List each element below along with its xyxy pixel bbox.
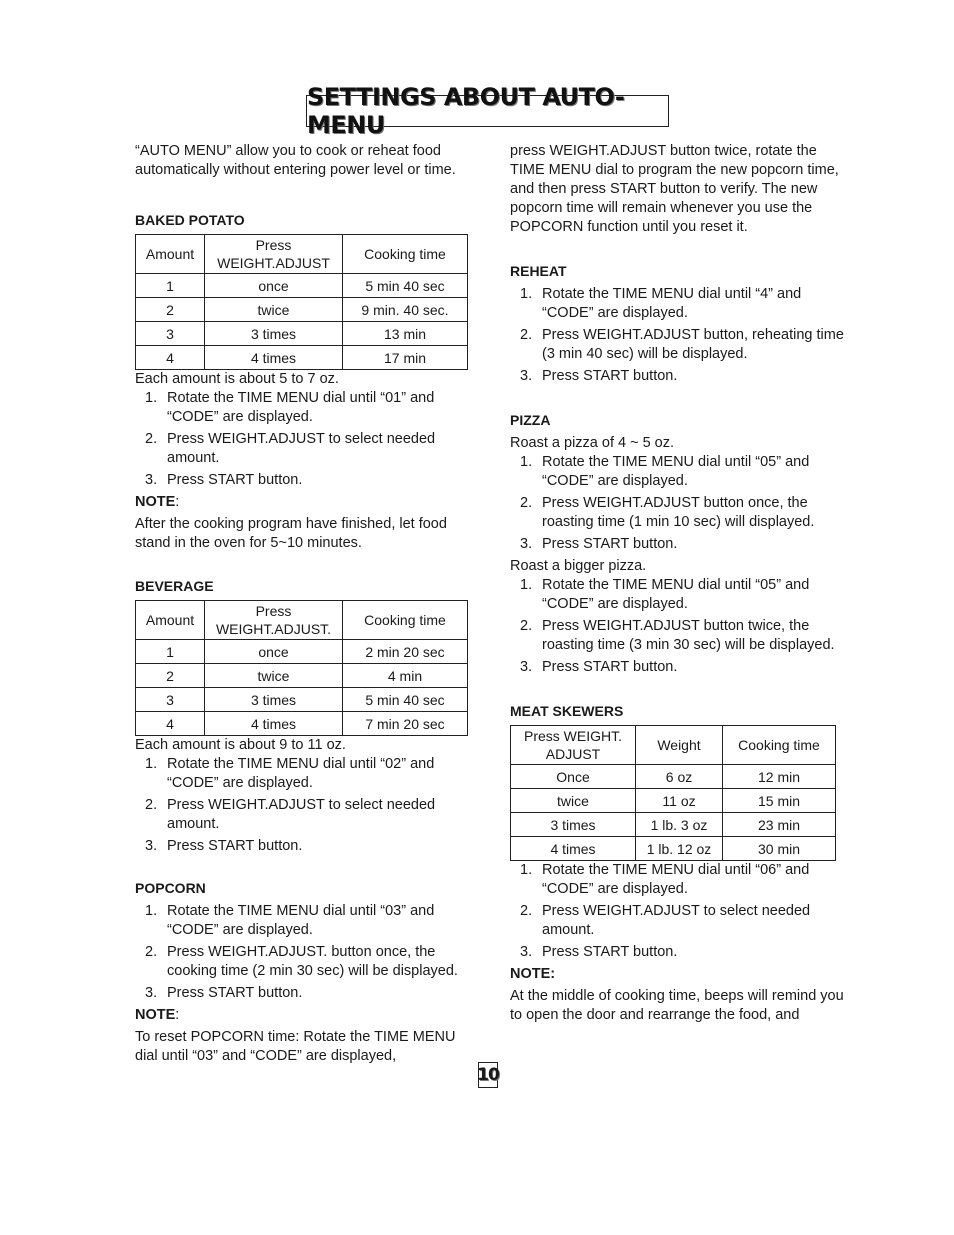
popcorn-note-continued: press WEIGHT.ADJUST button twice, rotate the TIME MENU dial to program the new popcorn time, and then press START button to verify. The new popcorn time will remain whenever you use the POPCORN function until you reset it. [510,143,839,235]
popcorn-steps [135,902,470,1003]
table-header-cell: Press WEIGHT.ADJUST. [205,601,343,640]
baked-potato-note-text: After the cooking program have finished, let food stand in the oven for 5~10 minutes. [135,516,447,551]
popcorn-heading: POPCORN [135,880,206,896]
table-cell: 1 [136,274,205,298]
step-text: Press START button. [542,536,678,552]
right-column [510,142,845,1025]
table-cell: 30 min [723,837,836,861]
table-header-cell: Press WEIGHT. ADJUST [511,726,636,765]
table-cell: 5 min 40 sec [343,688,468,712]
list-item: 1. Rotate the TIME MENU dial until “05” and “CODE” are displayed. [520,577,810,612]
table-cell: 4 times [511,837,636,861]
step-text: Press WEIGHT.ADJUST to select needed amount. [167,431,436,466]
table-cell: 13 min [343,322,468,346]
list-item: 3. Press START button. [520,659,678,675]
step-text: Press WEIGHT.ADJUST button once, the roasting time (1 min 10 sec) will displayed. [542,495,815,530]
step-text: Rotate the TIME MENU dial until “05” and “CODE” are displayed. [542,454,810,489]
table-row [136,688,468,712]
table-header-cell: Press WEIGHT.ADJUST [205,235,343,274]
note-label: NOTE [135,494,176,510]
step-text: Rotate the TIME MENU dial until “01” and “CODE” are displayed. [167,390,435,425]
table-row [136,298,468,322]
table-cell: 3 [136,688,205,712]
table-cell: 1 lb. 12 oz [636,837,723,861]
reheat-steps [510,285,845,386]
left-column: “AUTO MENU” allow you to cook or reheat food automatically without entering power level or time. BAKED POTATO Amount Press WEIGHT.ADJUST Cooking time 1 once 5 min 40 sec 2 twice 9 min. 40 sec. 3 3 times 13 min 4 4 times 17 min Each amount is about 5 to 7 oz. 1. Rotate the TIME MENU dial until “01” and “CODE” are displayed. 2. Press WEIGHT.ADJUST to select needed amount. 3. Press START button. NOTE: After the cooking program have finished, let food stand in the oven for 5~10 minutes. BEVERAGE Amount Press WEIGHT.ADJUST. Cooking time 1 once 2 min 20 sec 2 twice 4 min 3 3 times 5 min 40 sec 4 4 times 7 min 20 sec Each amount is about 9 to 11 oz. 1. Rotate the TIME MENU dial until “02” and “CODE” are displayed. 2. Press WEIGHT.ADJUST to select needed amount. 3. Press START button. POPCORN 1. Rotate the TIME MENU dial until “03” and “CODE” are displayed. 2. Press WEIGHT.ADJUST. button once, the cooking time (2 min 30 sec) will be displayed. 3. Press START button. NOTE: To reset POPCORN time: Rotate the TIME MENU dial until “03” and “CODE” are displayed, [135,142,470,1066]
baked-potato-steps [135,389,470,490]
step-text: Press WEIGHT.ADJUST to select needed amount. [542,903,811,938]
table-cell: 17 min [343,346,468,370]
beverage-heading: BEVERAGE [135,578,214,594]
table-row [136,322,468,346]
table-cell: 4 [136,346,205,370]
beverage-table [135,600,468,736]
table-cell: once [205,274,343,298]
list-item: 2. Press WEIGHT.ADJUST to select needed amount. [520,903,811,938]
step-text: Rotate the TIME MENU dial until “05” and “CODE” are displayed. [542,577,810,612]
table-header-row [136,235,468,274]
table-row [136,664,468,688]
list-item: 3. Press START button. [520,944,678,960]
table-row [136,640,468,664]
list-item: 1. Rotate the TIME MENU dial until “06” and “CODE” are displayed. [520,862,810,897]
list-item: 1. Rotate the TIME MENU dial until “03” and “CODE” are displayed. [145,903,435,938]
list-item: 3. Press START button. [520,368,678,384]
step-text: Press START button. [167,472,303,488]
step-text: Press WEIGHT.ADJUST. button once, the cooking time (2 min 30 sec) will be displayed. [167,944,458,979]
page-title: SETTINGS ABOUT AUTO-MENU [307,83,625,139]
list-item: 2. Press WEIGHT.ADJUST button, reheating time (3 min 40 sec) will be displayed. [520,327,844,362]
table-row [136,346,468,370]
table-header-cell: Weight [636,726,723,765]
table-cell: 3 times [511,813,636,837]
table-header-cell: Amount [136,601,205,640]
pizza-small-label: Roast a pizza of 4 ~ 5 oz. [510,435,675,451]
note-label: NOTE: [510,966,556,982]
baked-potato-amount-note: Each amount is about 5 to 7 oz. [135,371,339,387]
meat-skewers-steps [510,861,845,962]
table-cell: 1 [136,640,205,664]
table-cell: 23 min [723,813,836,837]
table-cell: 3 times [205,322,343,346]
baked-potato-table [135,234,468,370]
list-item: 1. Rotate the TIME MENU dial until “01” and “CODE” are displayed. [145,390,435,425]
baked-potato-heading: BAKED POTATO [135,212,245,228]
intro-text: “AUTO MENU” allow you to cook or reheat food automatically without entering power level or time. [135,143,456,178]
step-text: Press START button. [542,368,678,384]
table-row [511,789,836,813]
meat-skewers-note-text: At the middle of cooking time, beeps will remind you to open the door and rearrange the food, and [510,988,844,1023]
table-cell: 12 min [723,765,836,789]
table-cell: once [205,640,343,664]
step-text: Press WEIGHT.ADJUST to select needed amount. [167,797,436,832]
table-cell: 4 times [205,346,343,370]
list-item: 3. Press START button. [520,536,678,552]
table-row [511,765,836,789]
table-header-cell: Cooking time [343,235,468,274]
pizza-small-steps [510,453,845,554]
table-header-cell: Amount [136,235,205,274]
table-cell: 1 lb. 3 oz [636,813,723,837]
step-text: Rotate the TIME MENU dial until “02” and “CODE” are displayed. [167,756,435,791]
list-item: 3. Press START button. [145,838,303,854]
meat-skewers-table [510,725,836,861]
table-row [511,813,836,837]
table-row [136,274,468,298]
table-cell: 11 oz [636,789,723,813]
table-cell: 6 oz [636,765,723,789]
table-cell: 2 min 20 sec [343,640,468,664]
list-item: 2. Press WEIGHT.ADJUST button once, the roasting time (1 min 10 sec) will displayed. [520,495,815,530]
pizza-big-steps [510,576,845,677]
pizza-big-label: Roast a bigger pizza. [510,558,647,574]
beverage-amount-note: Each amount is about 9 to 11 oz. [135,737,346,753]
step-text: Rotate the TIME MENU dial until “03” and “CODE” are displayed. [167,903,435,938]
table-cell: 7 min 20 sec [343,712,468,736]
table-header-row [136,601,468,640]
table-header-row [511,726,836,765]
note-label: NOTE [135,1007,176,1023]
table-header-cell: Cooking time [723,726,836,765]
table-cell: 3 times [205,688,343,712]
step-text: Rotate the TIME MENU dial until “06” and “CODE” are displayed. [542,862,810,897]
page-number-box [478,1062,498,1088]
page-title-box [306,83,669,139]
popcorn-note-text: To reset POPCORN time: Rotate the TIME MENU dial until “03” and “CODE” are displayed, [135,1029,456,1064]
meat-skewers-heading: MEAT SKEWERS [510,703,624,719]
step-text: Press START button. [167,985,303,1001]
step-text: Press START button. [542,659,678,675]
table-cell: 9 min. 40 sec. [343,298,468,322]
reheat-heading: REHEAT [510,263,567,279]
table-cell: 4 [136,712,205,736]
table-row [136,712,468,736]
list-item: 3. Press START button. [145,472,303,488]
table-cell: 15 min [723,789,836,813]
step-text: Press START button. [167,838,303,854]
table-cell: Once [511,765,636,789]
table-cell: 4 min [343,664,468,688]
table-cell: twice [205,664,343,688]
list-item: 1. Rotate the TIME MENU dial until “4” and “CODE” are displayed. [520,286,802,321]
table-cell: twice [205,298,343,322]
page-number: 10 [477,1065,499,1085]
list-item: 2. Press WEIGHT.ADJUST to select needed amount. [145,431,436,466]
list-item: 3. Press START button. [145,985,303,1001]
step-text: Rotate the TIME MENU dial until “4” and “CODE” are displayed. [542,286,802,321]
list-item: 1. Rotate the TIME MENU dial until “02” and “CODE” are displayed. [145,756,435,791]
table-header-cell: Cooking time [343,601,468,640]
list-item: 2. Press WEIGHT.ADJUST. button once, the cooking time (2 min 30 sec) will be displayed. [145,944,458,979]
step-text: Press WEIGHT.ADJUST button, reheating time (3 min 40 sec) will be displayed. [542,327,844,362]
table-cell: 2 [136,664,205,688]
list-item: 2. Press WEIGHT.ADJUST to select needed amount. [145,797,436,832]
list-item: 2. Press WEIGHT.ADJUST button twice, the roasting time (3 min 30 sec) will be displayed. [520,618,835,653]
table-cell: 3 [136,322,205,346]
beverage-steps [135,755,470,856]
pizza-heading: PIZZA [510,412,551,428]
table-cell: 4 times [205,712,343,736]
step-text: Press WEIGHT.ADJUST button twice, the roasting time (3 min 30 sec) will be displayed. [542,618,835,653]
table-cell: twice [511,789,636,813]
step-text: Press START button. [542,944,678,960]
table-cell: 5 min 40 sec [343,274,468,298]
table-cell: 2 [136,298,205,322]
list-item: 1. Rotate the TIME MENU dial until “05” and “CODE” are displayed. [520,454,810,489]
table-row [511,837,836,861]
